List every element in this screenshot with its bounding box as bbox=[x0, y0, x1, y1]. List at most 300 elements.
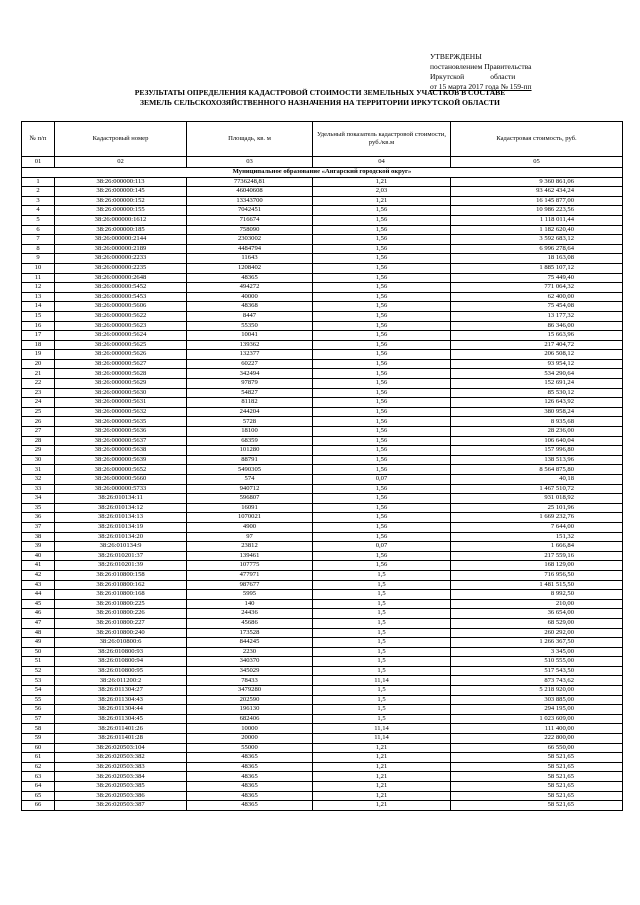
cadastral-value: 157 996,80 bbox=[451, 446, 623, 456]
specific-value: 1,56 bbox=[313, 417, 451, 427]
table-row bbox=[22, 762, 623, 772]
specific-value: 1,5 bbox=[313, 628, 451, 638]
specific-value: 1,56 bbox=[313, 292, 451, 302]
cadastral-value: 771 064,32 bbox=[451, 283, 623, 293]
table-row bbox=[22, 772, 623, 782]
cadastral-number: 38:26:011200:2 bbox=[55, 676, 187, 686]
cadastral-number: 38:26:000000:5453 bbox=[55, 292, 187, 302]
area: 5728 bbox=[187, 417, 313, 427]
specific-value: 1,56 bbox=[313, 561, 451, 571]
specific-value: 1,56 bbox=[313, 235, 451, 245]
area: 48365 bbox=[187, 801, 313, 811]
header-area: Площадь, кв. м bbox=[187, 122, 313, 157]
area: 88791 bbox=[187, 455, 313, 465]
header-row bbox=[22, 122, 623, 157]
specific-value: 1,56 bbox=[313, 532, 451, 542]
cadastral-number: 38:26:000000:5627 bbox=[55, 359, 187, 369]
specific-value: 1,56 bbox=[313, 225, 451, 235]
cadastral-value: 1 666,84 bbox=[451, 542, 623, 552]
area: 7736248,81 bbox=[187, 177, 313, 187]
area: 48365 bbox=[187, 753, 313, 763]
column-number: 03 bbox=[187, 157, 313, 168]
specific-value: 1,56 bbox=[313, 522, 451, 532]
table-row bbox=[22, 580, 623, 590]
specific-value: 1,21 bbox=[313, 782, 451, 792]
cadastral-value: 58 521,65 bbox=[451, 782, 623, 792]
cadastral-number: 38:26:000000:5660 bbox=[55, 475, 187, 485]
cadastral-value: 1 182 620,40 bbox=[451, 225, 623, 235]
cadastral-number: 38:26:000000:1612 bbox=[55, 215, 187, 225]
column-number-row bbox=[22, 157, 623, 168]
table-row bbox=[22, 446, 623, 456]
row-number: 12 bbox=[22, 283, 55, 293]
row-number: 23 bbox=[22, 388, 55, 398]
row-number: 34 bbox=[22, 494, 55, 504]
specific-value: 1,56 bbox=[313, 513, 451, 523]
table-row bbox=[22, 206, 623, 216]
table-row bbox=[22, 705, 623, 715]
area: 596807 bbox=[187, 494, 313, 504]
area: 48365 bbox=[187, 782, 313, 792]
row-number: 30 bbox=[22, 455, 55, 465]
table-row bbox=[22, 599, 623, 609]
cadastral-number: 38:26:011304:44 bbox=[55, 705, 187, 715]
row-number: 11 bbox=[22, 273, 55, 283]
specific-value: 1,21 bbox=[313, 801, 451, 811]
table-row bbox=[22, 398, 623, 408]
table-row bbox=[22, 609, 623, 619]
approval-line-3 bbox=[430, 72, 532, 82]
cadastral-value: 18 163,08 bbox=[451, 254, 623, 264]
area: 716674 bbox=[187, 215, 313, 225]
specific-value: 11,14 bbox=[313, 724, 451, 734]
cadastral-value: 716 956,50 bbox=[451, 570, 623, 580]
area: 10041 bbox=[187, 331, 313, 341]
table-row bbox=[22, 455, 623, 465]
header-specific-value: Удельный показатель кадастровой стоимости, руб./кв.м bbox=[313, 122, 451, 157]
table-row bbox=[22, 407, 623, 417]
cadastral-value-table bbox=[21, 121, 623, 811]
table-row bbox=[22, 215, 623, 225]
area: 3479280 bbox=[187, 686, 313, 696]
table-row bbox=[22, 734, 623, 744]
table-row bbox=[22, 379, 623, 389]
cadastral-value: 138 513,96 bbox=[451, 455, 623, 465]
area: 202590 bbox=[187, 695, 313, 705]
specific-value: 1,56 bbox=[313, 340, 451, 350]
cadastral-number: 38:26:020503:104 bbox=[55, 743, 187, 753]
row-number: 62 bbox=[22, 762, 55, 772]
cadastral-number: 38:26:000000:5625 bbox=[55, 340, 187, 350]
specific-value: 1,56 bbox=[313, 369, 451, 379]
area: 4900 bbox=[187, 522, 313, 532]
cadastral-value: 58 521,65 bbox=[451, 772, 623, 782]
cadastral-number: 38:26:000000:5624 bbox=[55, 331, 187, 341]
table-row bbox=[22, 638, 623, 648]
area: 244204 bbox=[187, 407, 313, 417]
area: 2230 bbox=[187, 647, 313, 657]
cadastral-number: 38:26:000000:5626 bbox=[55, 350, 187, 360]
row-number: 32 bbox=[22, 475, 55, 485]
table-row bbox=[22, 695, 623, 705]
area: 139461 bbox=[187, 551, 313, 561]
cadastral-value: 931 018,92 bbox=[451, 494, 623, 504]
specific-value: 1,5 bbox=[313, 590, 451, 600]
document-title bbox=[20, 88, 620, 108]
specific-value: 1,5 bbox=[313, 666, 451, 676]
area: 5995 bbox=[187, 590, 313, 600]
specific-value: 1,5 bbox=[313, 714, 451, 724]
area: 1070021 bbox=[187, 513, 313, 523]
row-number: 2 bbox=[22, 187, 55, 197]
row-number: 47 bbox=[22, 618, 55, 628]
row-number: 43 bbox=[22, 580, 55, 590]
cadastral-value: 75 449,40 bbox=[451, 273, 623, 283]
specific-value: 1,5 bbox=[313, 580, 451, 590]
cadastral-value: 1 481 515,50 bbox=[451, 580, 623, 590]
table-body bbox=[22, 177, 623, 810]
cadastral-value: 28 236,00 bbox=[451, 427, 623, 437]
row-number: 38 bbox=[22, 532, 55, 542]
table-row bbox=[22, 542, 623, 552]
row-number: 56 bbox=[22, 705, 55, 715]
specific-value: 1,56 bbox=[313, 436, 451, 446]
cadastral-number: 38:26:020503:382 bbox=[55, 753, 187, 763]
approval-region: Иркутской bbox=[430, 72, 465, 81]
specific-value: 0,07 bbox=[313, 542, 451, 552]
cadastral-value: 8 564 875,80 bbox=[451, 465, 623, 475]
area: 140 bbox=[187, 599, 313, 609]
table-row bbox=[22, 350, 623, 360]
area: 107775 bbox=[187, 561, 313, 571]
cadastral-number: 38:26:000000:185 bbox=[55, 225, 187, 235]
area: 4484794 bbox=[187, 244, 313, 254]
cadastral-number: 38:26:020503:387 bbox=[55, 801, 187, 811]
cadastral-number: 38:26:010201:39 bbox=[55, 561, 187, 571]
row-number: 5 bbox=[22, 215, 55, 225]
table-row bbox=[22, 244, 623, 254]
area: 24436 bbox=[187, 609, 313, 619]
cadastral-number: 38:26:000000:5637 bbox=[55, 436, 187, 446]
specific-value: 1,21 bbox=[313, 791, 451, 801]
row-number: 25 bbox=[22, 407, 55, 417]
row-number: 37 bbox=[22, 522, 55, 532]
table-row bbox=[22, 743, 623, 753]
specific-value: 1,56 bbox=[313, 273, 451, 283]
cadastral-value: 217 404,72 bbox=[451, 340, 623, 350]
cadastral-value: 13 177,32 bbox=[451, 311, 623, 321]
cadastral-number: 38:26:020503:386 bbox=[55, 791, 187, 801]
area: 55350 bbox=[187, 321, 313, 331]
row-number: 29 bbox=[22, 446, 55, 456]
area: 844245 bbox=[187, 638, 313, 648]
cadastral-value: 534 290,64 bbox=[451, 369, 623, 379]
table-row bbox=[22, 302, 623, 312]
approval-oblast: области bbox=[490, 72, 516, 81]
cadastral-number: 38:26:000000:5733 bbox=[55, 484, 187, 494]
row-number: 53 bbox=[22, 676, 55, 686]
area: 196130 bbox=[187, 705, 313, 715]
specific-value: 1,56 bbox=[313, 427, 451, 437]
area: 68359 bbox=[187, 436, 313, 446]
cadastral-value: 66 550,00 bbox=[451, 743, 623, 753]
table-row bbox=[22, 331, 623, 341]
cadastral-value: 206 508,12 bbox=[451, 350, 623, 360]
specific-value: 1,56 bbox=[313, 244, 451, 254]
row-number: 39 bbox=[22, 542, 55, 552]
table-row bbox=[22, 235, 623, 245]
cadastral-number: 38:26:010800:240 bbox=[55, 628, 187, 638]
row-number: 8 bbox=[22, 244, 55, 254]
area: 48365 bbox=[187, 791, 313, 801]
cadastral-number: 38:26:000000:155 bbox=[55, 206, 187, 216]
specific-value: 1,56 bbox=[313, 388, 451, 398]
cadastral-value: 106 640,04 bbox=[451, 436, 623, 446]
table-row bbox=[22, 714, 623, 724]
row-number: 60 bbox=[22, 743, 55, 753]
area: 40000 bbox=[187, 292, 313, 302]
table-row bbox=[22, 666, 623, 676]
specific-value: 11,14 bbox=[313, 734, 451, 744]
area: 20000 bbox=[187, 734, 313, 744]
specific-value: 1,5 bbox=[313, 647, 451, 657]
cadastral-number: 38:26:020503:385 bbox=[55, 782, 187, 792]
title-line-1: РЕЗУЛЬТАТЫ ОПРЕДЕЛЕНИЯ КАДАСТРОВОЙ СТОИМОСТИ ЗЕМЕЛЬНЫХ УЧАСТКОВ В СОСТАВЕ bbox=[134, 88, 506, 97]
specific-value: 1,56 bbox=[313, 503, 451, 513]
section-row bbox=[22, 168, 623, 178]
area: 987677 bbox=[187, 580, 313, 590]
approval-block bbox=[430, 52, 532, 92]
row-number: 7 bbox=[22, 235, 55, 245]
table-row bbox=[22, 618, 623, 628]
row-number: 66 bbox=[22, 801, 55, 811]
cadastral-value: 16 145 877,00 bbox=[451, 196, 623, 206]
specific-value: 1,56 bbox=[313, 455, 451, 465]
cadastral-value: 3 592 683,12 bbox=[451, 235, 623, 245]
cadastral-number: 38:26:010800:158 bbox=[55, 570, 187, 580]
row-number: 35 bbox=[22, 503, 55, 513]
cadastral-value: 217 559,16 bbox=[451, 551, 623, 561]
table-row bbox=[22, 494, 623, 504]
cadastral-number: 38:26:000000:5630 bbox=[55, 388, 187, 398]
area: 48368 bbox=[187, 302, 313, 312]
row-number: 24 bbox=[22, 398, 55, 408]
table-row bbox=[22, 254, 623, 264]
cadastral-value: 7 644,00 bbox=[451, 522, 623, 532]
table-row bbox=[22, 340, 623, 350]
cadastral-number: 38:26:000000:2144 bbox=[55, 235, 187, 245]
table-row bbox=[22, 551, 623, 561]
specific-value: 1,5 bbox=[313, 695, 451, 705]
header-cadastral-number: Кадастровый номер bbox=[55, 122, 187, 157]
cadastral-number: 38:26:000000:5628 bbox=[55, 369, 187, 379]
table-row bbox=[22, 590, 623, 600]
table-row bbox=[22, 263, 623, 273]
table-row bbox=[22, 225, 623, 235]
specific-value: 1,56 bbox=[313, 350, 451, 360]
area: 139362 bbox=[187, 340, 313, 350]
cadastral-value: 303 885,00 bbox=[451, 695, 623, 705]
row-number: 10 bbox=[22, 263, 55, 273]
area: 940712 bbox=[187, 484, 313, 494]
area: 78433 bbox=[187, 676, 313, 686]
area: 574 bbox=[187, 475, 313, 485]
row-number: 31 bbox=[22, 465, 55, 475]
table-row bbox=[22, 484, 623, 494]
cadastral-value: 5 218 920,00 bbox=[451, 686, 623, 696]
cadastral-value: 126 643,92 bbox=[451, 398, 623, 408]
header-number: № п/п bbox=[22, 122, 55, 157]
row-number: 41 bbox=[22, 561, 55, 571]
area: 758090 bbox=[187, 225, 313, 235]
table-row bbox=[22, 388, 623, 398]
cadastral-value: 25 101,96 bbox=[451, 503, 623, 513]
table-row bbox=[22, 177, 623, 187]
cadastral-number: 38:26:011304:43 bbox=[55, 695, 187, 705]
row-number: 49 bbox=[22, 638, 55, 648]
cadastral-number: 38:26:000000:113 bbox=[55, 177, 187, 187]
approval-line-1: УТВЕРЖДЕНЫ bbox=[430, 52, 482, 61]
cadastral-number: 38:26:000000:2648 bbox=[55, 273, 187, 283]
table-row bbox=[22, 647, 623, 657]
title-line-2: ЗЕМЕЛЬ СЕЛЬСКОХОЗЯЙСТВЕННОГО НАЗНАЧЕНИЯ НА ТЕРРИТОРИИ ИРКУТСКОЙ ОБЛАСТИ bbox=[140, 98, 500, 107]
row-number: 44 bbox=[22, 590, 55, 600]
table-row bbox=[22, 292, 623, 302]
cadastral-value: 111 400,00 bbox=[451, 724, 623, 734]
table-row bbox=[22, 417, 623, 427]
area: 45686 bbox=[187, 618, 313, 628]
cadastral-value: 1 266 367,50 bbox=[451, 638, 623, 648]
column-number: 02 bbox=[55, 157, 187, 168]
cadastral-number: 38:26:000000:5639 bbox=[55, 455, 187, 465]
row-number: 57 bbox=[22, 714, 55, 724]
area: 132377 bbox=[187, 350, 313, 360]
area: 101280 bbox=[187, 446, 313, 456]
row-number: 46 bbox=[22, 609, 55, 619]
row-number: 28 bbox=[22, 436, 55, 446]
area: 48365 bbox=[187, 273, 313, 283]
cadastral-value: 8 992,50 bbox=[451, 590, 623, 600]
cadastral-value: 68 529,00 bbox=[451, 618, 623, 628]
area: 60227 bbox=[187, 359, 313, 369]
cadastral-value: 15 663,96 bbox=[451, 331, 623, 341]
table-row bbox=[22, 724, 623, 734]
cadastral-number: 38:26:000000:2235 bbox=[55, 263, 187, 273]
area: 682406 bbox=[187, 714, 313, 724]
area: 10000 bbox=[187, 724, 313, 734]
row-number: 50 bbox=[22, 647, 55, 657]
cadastral-number: 38:26:000000:5629 bbox=[55, 379, 187, 389]
specific-value: 1,56 bbox=[313, 331, 451, 341]
row-number: 17 bbox=[22, 331, 55, 341]
cadastral-number: 38:26:010134:19 bbox=[55, 522, 187, 532]
row-number: 33 bbox=[22, 484, 55, 494]
cadastral-number: 38:26:000000:2189 bbox=[55, 244, 187, 254]
row-number: 48 bbox=[22, 628, 55, 638]
cadastral-number: 38:26:010800:6 bbox=[55, 638, 187, 648]
row-number: 64 bbox=[22, 782, 55, 792]
area: 2303002 bbox=[187, 235, 313, 245]
table-row bbox=[22, 801, 623, 811]
table-row bbox=[22, 321, 623, 331]
cadastral-value: 168 129,00 bbox=[451, 561, 623, 571]
area: 13343700 bbox=[187, 196, 313, 206]
area: 23812 bbox=[187, 542, 313, 552]
row-number: 51 bbox=[22, 657, 55, 667]
cadastral-value: 260 292,00 bbox=[451, 628, 623, 638]
cadastral-number: 38:26:011401:28 bbox=[55, 734, 187, 744]
area: 16091 bbox=[187, 503, 313, 513]
approval-date: от 15 марта 2017 года № 159-пп bbox=[430, 82, 532, 91]
row-number: 22 bbox=[22, 379, 55, 389]
table-row bbox=[22, 475, 623, 485]
table-row bbox=[22, 791, 623, 801]
table-row bbox=[22, 753, 623, 763]
approval-line-2: постановлением Правительства bbox=[430, 62, 532, 71]
area: 55000 bbox=[187, 743, 313, 753]
cadastral-value: 151,32 bbox=[451, 532, 623, 542]
specific-value: 1,56 bbox=[313, 359, 451, 369]
specific-value: 1,5 bbox=[313, 686, 451, 696]
cadastral-value: 62 400,00 bbox=[451, 292, 623, 302]
specific-value: 11,14 bbox=[313, 676, 451, 686]
table-row bbox=[22, 273, 623, 283]
cadastral-number: 38:26:000000:5632 bbox=[55, 407, 187, 417]
table-row bbox=[22, 465, 623, 475]
specific-value: 1,56 bbox=[313, 551, 451, 561]
area: 97879 bbox=[187, 379, 313, 389]
cadastral-value: 6 996 278,64 bbox=[451, 244, 623, 254]
table-row bbox=[22, 657, 623, 667]
table-row bbox=[22, 283, 623, 293]
cadastral-value: 210,00 bbox=[451, 599, 623, 609]
cadastral-number: 38:26:011401:26 bbox=[55, 724, 187, 734]
row-number: 26 bbox=[22, 417, 55, 427]
cadastral-number: 38:26:010800:94 bbox=[55, 657, 187, 667]
area: 173528 bbox=[187, 628, 313, 638]
table-row bbox=[22, 561, 623, 571]
cadastral-number: 38:26:000000:5638 bbox=[55, 446, 187, 456]
row-number: 3 bbox=[22, 196, 55, 206]
cadastral-number: 38:26:000000:5606 bbox=[55, 302, 187, 312]
specific-value: 1,56 bbox=[313, 311, 451, 321]
row-number: 4 bbox=[22, 206, 55, 216]
cadastral-value: 75 454,08 bbox=[451, 302, 623, 312]
row-number: 20 bbox=[22, 359, 55, 369]
cadastral-number: 38:26:010201:37 bbox=[55, 551, 187, 561]
cadastral-value: 58 521,65 bbox=[451, 801, 623, 811]
cadastral-number: 38:26:000000:5636 bbox=[55, 427, 187, 437]
cadastral-number: 38:26:010134:12 bbox=[55, 503, 187, 513]
cadastral-value: 873 743,62 bbox=[451, 676, 623, 686]
cadastral-number: 38:26:000000:5452 bbox=[55, 283, 187, 293]
specific-value: 1,56 bbox=[313, 465, 451, 475]
specific-value: 1,56 bbox=[313, 484, 451, 494]
row-number: 65 bbox=[22, 791, 55, 801]
row-number: 6 bbox=[22, 225, 55, 235]
specific-value: 1,5 bbox=[313, 609, 451, 619]
area: 18100 bbox=[187, 427, 313, 437]
cadastral-value: 58 521,65 bbox=[451, 791, 623, 801]
row-number: 18 bbox=[22, 340, 55, 350]
specific-value: 1,21 bbox=[313, 196, 451, 206]
specific-value: 1,56 bbox=[313, 254, 451, 264]
specific-value: 1,56 bbox=[313, 494, 451, 504]
specific-value: 1,56 bbox=[313, 263, 451, 273]
cadastral-value: 152 691,24 bbox=[451, 379, 623, 389]
row-number: 54 bbox=[22, 686, 55, 696]
specific-value: 1,21 bbox=[313, 772, 451, 782]
